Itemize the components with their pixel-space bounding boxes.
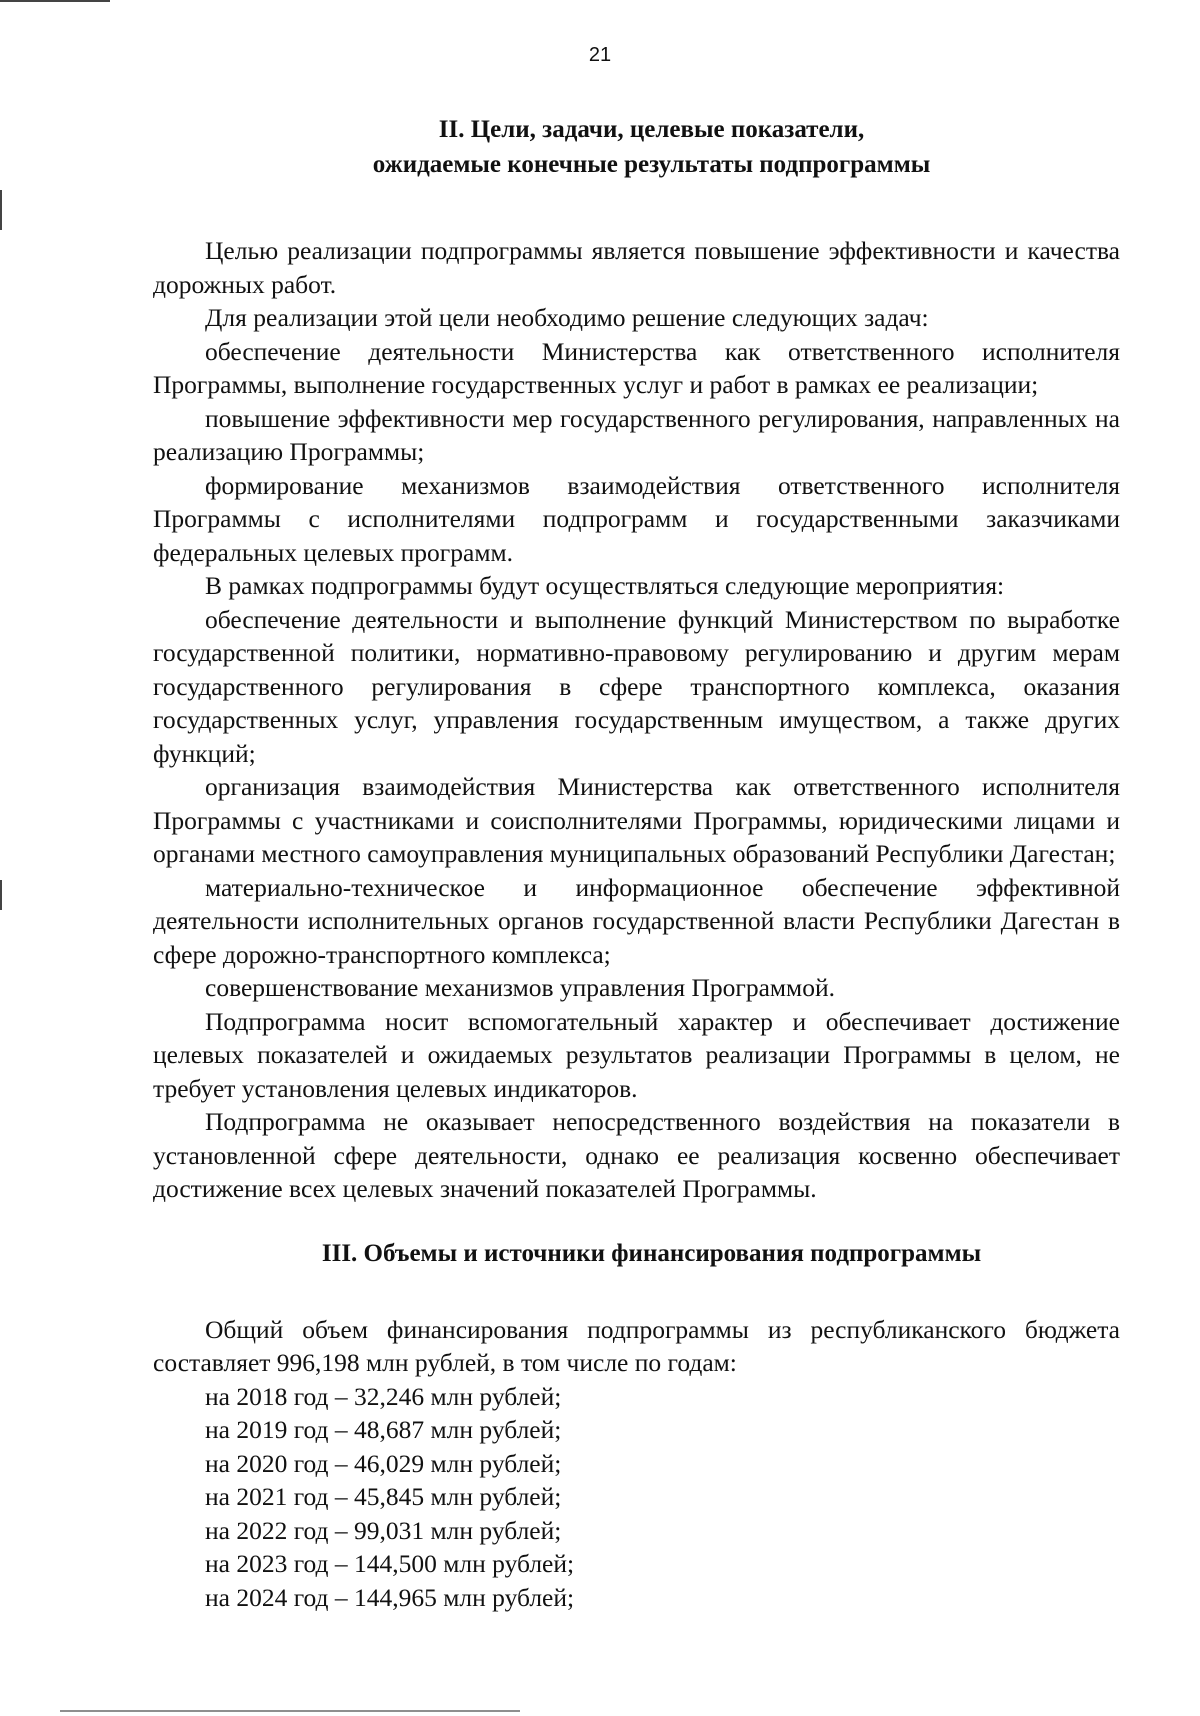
scan-edge-mark <box>60 1710 520 1712</box>
paragraph: В рамках подпрограммы будут осуществляться следующие мероприятия: <box>205 571 1005 600</box>
scan-edge-mark <box>0 0 110 2</box>
financing-intro: Общий объем финансирования подпрограммы из республиканского бюджета составляет 996,198 млн рублей, в том числе по годам: <box>153 1314 1120 1377</box>
paragraph: организация взаимодействия Министерства как ответственного исполнителя Программы с участниками и соисполнителями Программы, юридическими лицами и органами местного самоуправления муниципальных образований Республики Дагестан; <box>153 772 1120 868</box>
paragraph: повышение эффективности мер государственного регулирования, направленных на реализацию Программы; <box>153 403 1120 466</box>
financing-year-item: на 2021 год – 45,845 млн рублей; <box>205 1482 562 1511</box>
financing-year-item: на 2018 год – 32,246 млн рублей; <box>205 1381 562 1411</box>
section-3-heading: III. Объемы и источники финансирования подпрограммы <box>321 1239 982 1267</box>
scan-edge-mark <box>0 880 2 910</box>
financing-year-item: на 2024 год – 144,965 млн рублей; <box>205 1582 575 1612</box>
document-body <box>153 112 1120 1614</box>
paragraph: обеспечение деятельности и выполнение функций Министерством по выработке государственной политики, нормативно-правовому регулированию и другим мерам государственного регулирования в сфере транспортного комплекса, оказания государственных услуг, управления государственным имуществом, а также других функций; <box>153 604 1120 768</box>
page-number: 21 <box>588 44 612 66</box>
paragraph: Подпрограмма не оказывает непосредственного воздействия на показатели в установленной сфере деятельности, однако ее реализация косвенно обеспечивает достижение всех целевых значений показателей Программы. <box>153 1107 1120 1203</box>
paragraph: Целью реализации подпрограммы является повышение эффективности и качества дорожных работ. <box>153 236 1120 299</box>
scan-edge-mark <box>0 190 2 230</box>
financing-year-item: на 2023 год – 144,500 млн рублей; <box>205 1549 575 1578</box>
paragraph: Подпрограмма носит вспомогательный характер и обеспечивает достижение целевых показателей и ожидаемых результатов реализации Программы в целом, не требует установления целевых индикаторов. <box>153 1006 1120 1103</box>
paragraph: формирование механизмов взаимодействия ответственного исполнителя Программы с исполнителями подпрограмм и государственными заказчиками федеральных целевых программ. <box>153 470 1120 567</box>
paragraph: обеспечение деятельности Министерства как ответственного исполнителя Программы, выполнение государственных услуг и работ в рамках ее реализации; <box>153 336 1120 399</box>
paragraph: совершенствование механизмов управления Программой. <box>205 973 835 1002</box>
paragraph: Для реализации этой цели необходимо решение следующих задач: <box>205 303 929 332</box>
section-2-heading-line-2: ожидаемые конечные результаты подпрограммы <box>372 151 931 178</box>
financing-year-item: на 2020 год – 46,029 млн рублей; <box>205 1448 562 1478</box>
section-2-heading-line-1: II. Цели, задачи, целевые показатели, <box>438 116 865 143</box>
financing-year-item: на 2022 год – 99,031 млн рублей; <box>205 1515 562 1545</box>
financing-year-item: на 2019 год – 48,687 млн рублей; <box>205 1415 562 1444</box>
paragraph: материально-техническое и информационное обеспечение эффективной деятельности исполнительных органов государственной власти Республики Дагестан в сфере дорожно-транспортного комплекса; <box>153 872 1120 969</box>
